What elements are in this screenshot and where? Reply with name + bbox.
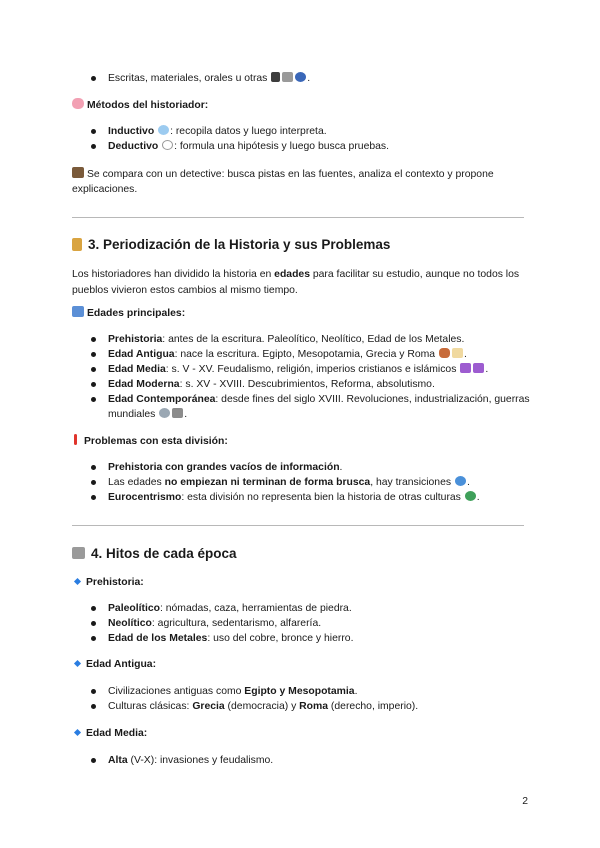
prehistoria-heading: Prehistoria: xyxy=(72,575,144,590)
divider xyxy=(72,217,524,218)
section-3-title: 3. Periodización de la Historia y sus Problemas xyxy=(72,236,390,254)
museum-icon xyxy=(72,547,85,559)
list-item: Edad Contemporánea: desde fines del siglo XVIII. Revoluciones, industrialización, guerras mundiales . xyxy=(72,392,532,422)
gear-icon xyxy=(159,408,170,418)
crossed-swords-icon xyxy=(172,408,183,418)
antigua-list xyxy=(72,684,532,714)
amphora-icon xyxy=(439,348,450,358)
thought-balloon-icon xyxy=(162,140,173,150)
scroll-icon xyxy=(452,348,463,358)
pen-icon xyxy=(271,72,280,82)
list-item: Prehistoria con grandes vacíos de información. xyxy=(72,460,532,475)
detective-note: Se compara con un detective: busca pistas en las fuentes, analiza el contexto y propone explicaciones. xyxy=(72,169,494,195)
divider xyxy=(72,525,524,526)
hourglass-icon xyxy=(72,238,82,251)
list-item: Eurocentrismo: esta división no representa bien la historia de otras culturas . xyxy=(72,490,532,505)
list-item: Paleolítico: nómadas, caza, herramientas de piedra. xyxy=(72,601,532,616)
section-3-intro: Los historiadores han dividido la historia en edades para facilitar su estudio, aunque no todos los pueblos vivieron estos cambios al mismo tiempo. xyxy=(72,269,520,296)
problemas-heading: Problemas con esta división: xyxy=(72,434,228,449)
speaking-head-icon xyxy=(295,72,306,82)
edades-heading: Edades principales: xyxy=(72,306,185,321)
magnifier-icon xyxy=(158,125,169,135)
list-item: Edad Media: s. V - XV. Feudalismo, religión, imperios cristianos e islámicos . xyxy=(72,362,532,377)
list-item: Neolítico: agricultura, sedentarismo, alfarería. xyxy=(72,616,532,631)
blue-diamond-icon xyxy=(74,578,81,585)
list-item: Culturas clásicas: Grecia (democracia) y Roma (derecho, imperio). xyxy=(72,699,532,714)
numbers-icon xyxy=(72,306,84,317)
cross-icon xyxy=(460,363,471,373)
list-item: Edad Moderna: s. XV - XVIII. Descubrimientos, Reforma, absolutismo. xyxy=(72,377,532,392)
list-item: Prehistoria: antes de la escritura. Paleolítico, Neolítico, Edad de los Metales. xyxy=(72,332,532,347)
star-and-crescent-icon xyxy=(473,363,484,373)
detective-icon xyxy=(72,167,84,178)
media-heading: Edad Media: xyxy=(72,726,147,741)
antigua-heading: Edad Antigua: xyxy=(72,657,156,672)
blue-diamond-icon xyxy=(74,729,81,736)
list-item: Escritas, materiales, orales u otras . xyxy=(72,71,532,86)
metodos-list xyxy=(72,124,532,154)
media-list xyxy=(72,753,532,768)
list-item: Las edades no empiezan ni terminan de forma brusca, hay transiciones . xyxy=(72,475,532,490)
problemas-list xyxy=(72,460,532,505)
metodos-heading: Métodos del historiador: xyxy=(72,98,208,113)
cyclone-icon xyxy=(455,476,466,486)
blue-diamond-icon xyxy=(74,660,81,667)
globe-icon xyxy=(465,491,476,501)
exclamation-icon xyxy=(74,434,77,445)
list-item: Civilizaciones antiguas como Egipto y Mesopotamia. xyxy=(72,684,532,699)
prehistoria-list xyxy=(72,601,532,646)
edades-list xyxy=(72,332,532,422)
museum-icon xyxy=(282,72,293,82)
list-item: Inductivo : recopila datos y luego interpreta. xyxy=(72,124,532,139)
page-number: 2 xyxy=(522,796,528,807)
brain-icon xyxy=(72,98,84,109)
list-item: Deductivo : formula una hipótesis y luego busca pruebas. xyxy=(72,139,532,154)
sources-list xyxy=(72,71,532,86)
list-item: Edad de los Metales: uso del cobre, bronce y hierro. xyxy=(72,631,532,646)
list-item: Alta (V-X): invasiones y feudalismo. xyxy=(72,753,532,768)
list-item: Edad Antigua: nace la escritura. Egipto, Mesopotamia, Grecia y Roma . xyxy=(72,347,532,362)
section-4-title: 4. Hitos de cada época xyxy=(72,545,237,563)
